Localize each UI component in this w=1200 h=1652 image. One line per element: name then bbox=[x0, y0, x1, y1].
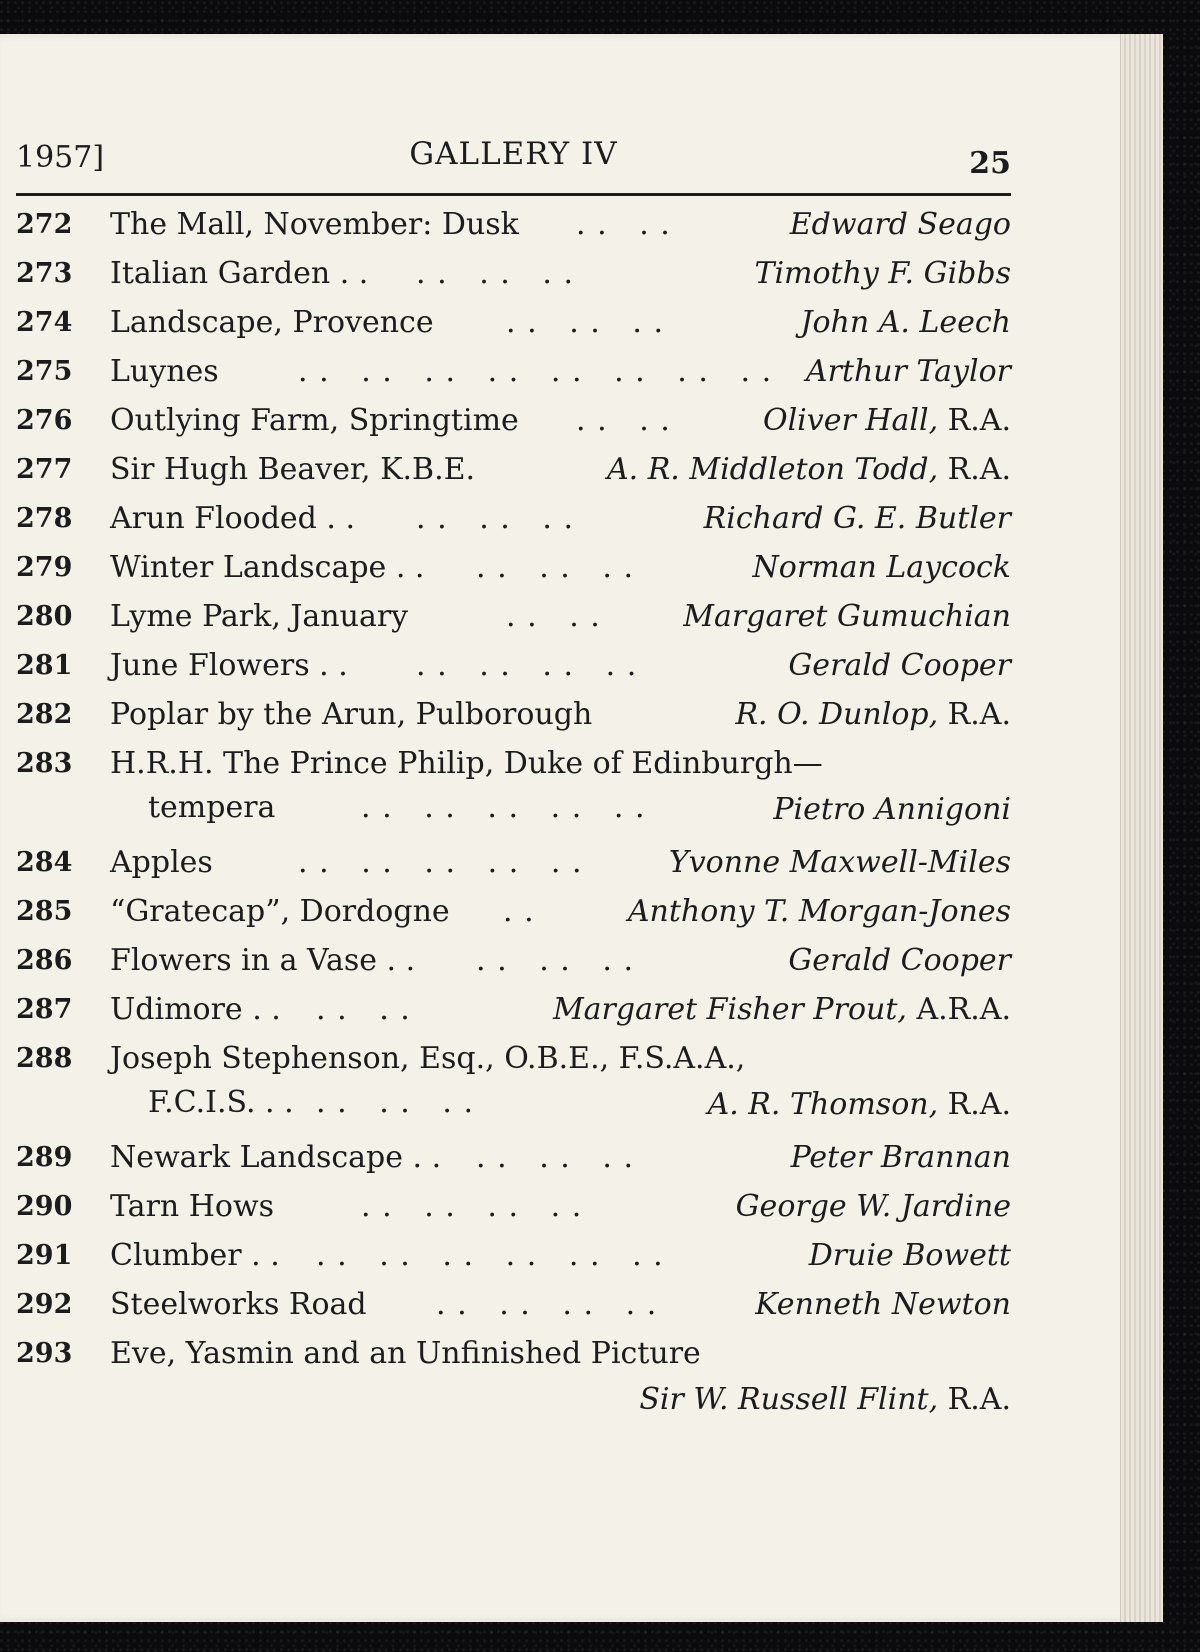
catalogue-entry bbox=[16, 693, 1011, 742]
entry-artist bbox=[607, 452, 1011, 487]
entry-number: 285 bbox=[16, 896, 73, 927]
dot-leader: . . . . . . bbox=[416, 256, 575, 291]
entry-title: Apples bbox=[110, 845, 213, 880]
catalogue-entry bbox=[16, 203, 1011, 252]
entry-number: 279 bbox=[16, 552, 73, 583]
dot-leader: . . . . . . . . bbox=[436, 1287, 658, 1322]
catalogue-entry bbox=[16, 448, 1011, 497]
entry-artist bbox=[755, 1287, 1011, 1322]
catalogue-entry bbox=[16, 399, 1011, 448]
dot-leader: . . . . . . . . bbox=[416, 648, 638, 683]
artist-name: Anthony T. Morgan-Jones bbox=[627, 894, 1011, 929]
catalogue-entry bbox=[16, 301, 1011, 350]
entry-artist bbox=[790, 207, 1011, 242]
entry-title: Newark Landscape . . bbox=[110, 1140, 442, 1175]
entry-artist bbox=[708, 1087, 1011, 1122]
entry-title: Outlying Farm, Springtime bbox=[110, 403, 519, 438]
entry-artist bbox=[800, 305, 1011, 340]
entry-artist bbox=[735, 697, 1011, 732]
artist-name: Sir W. Russell Flint, bbox=[639, 1382, 939, 1417]
entry-number: 280 bbox=[16, 601, 73, 632]
entry-title: Flowers in a Vase . . bbox=[110, 943, 416, 978]
entry-title: H.R.H. The Prince Philip, Duke of Edinburgh— bbox=[110, 746, 823, 781]
entry-title: Clumber . . bbox=[110, 1238, 280, 1273]
catalogue-entry bbox=[16, 497, 1011, 546]
entry-number: 284 bbox=[16, 847, 73, 878]
dot-leader: . . . . . . bbox=[476, 550, 635, 585]
catalogue-entry bbox=[16, 350, 1011, 399]
dot-leader: . . . . . . . . . . . . bbox=[316, 1238, 664, 1273]
header-rule bbox=[16, 193, 1011, 196]
entry-artist bbox=[753, 550, 1011, 585]
artist-name: John A. Leech bbox=[800, 305, 1011, 340]
entry-artist bbox=[736, 1189, 1011, 1224]
artist-name: Timothy F. Gibbs bbox=[754, 256, 1011, 291]
artist-name: Edward Seago bbox=[789, 207, 1011, 242]
entry-number: 283 bbox=[16, 748, 73, 779]
entry-number: 289 bbox=[16, 1142, 73, 1173]
entry-artist bbox=[773, 792, 1011, 827]
dot-leader: . . . . bbox=[506, 599, 601, 634]
entry-title: Poplar by the Arun, Pulborough bbox=[110, 697, 593, 732]
entry-title: Arun Flooded . . bbox=[110, 501, 356, 536]
artist-name: Richard G. E. Butler bbox=[703, 501, 1011, 536]
catalogue-entry bbox=[16, 1136, 1011, 1185]
dot-leader: . . . . . . bbox=[476, 1140, 635, 1175]
artist-name: A. R. Middleton Todd, bbox=[606, 452, 939, 487]
dot-leader: . . . . . . . . . . bbox=[298, 845, 583, 880]
entry-number: 274 bbox=[16, 307, 73, 338]
dot-leader: . . . . . . bbox=[316, 1085, 475, 1120]
entry-number: 292 bbox=[16, 1289, 73, 1320]
catalogue-entry bbox=[16, 1037, 1011, 1136]
entry-title: June Flowers . . bbox=[110, 648, 348, 683]
entry-title: Italian Garden . . bbox=[110, 256, 369, 291]
entry-number: 281 bbox=[16, 650, 73, 681]
artist-honours: A.R.A. bbox=[906, 992, 1011, 1027]
entry-artist bbox=[628, 894, 1011, 929]
entry-artist bbox=[788, 943, 1011, 978]
page-number: 25 bbox=[969, 146, 1011, 181]
entry-number: 282 bbox=[16, 699, 73, 730]
entry-title: Joseph Stephenson, Esq., O.B.E., F.S.A.A., bbox=[110, 1041, 746, 1076]
entry-number: 287 bbox=[16, 994, 73, 1025]
dot-leader: . . . . . . . . bbox=[361, 1189, 583, 1224]
artist-honours: R.A. bbox=[938, 452, 1011, 487]
dot-leader: . . . . bbox=[316, 992, 411, 1027]
entry-number: 272 bbox=[16, 209, 73, 240]
artist-name: Peter Brannan bbox=[790, 1140, 1011, 1175]
header-title: GALLERY IV bbox=[409, 136, 618, 172]
artist-honours: R.A. bbox=[938, 1382, 1011, 1417]
catalogue-entry bbox=[16, 988, 1011, 1037]
entry-title: Luynes bbox=[110, 354, 219, 389]
entry-number: 276 bbox=[16, 405, 73, 436]
dot-leader: . . . . bbox=[576, 207, 671, 242]
catalogue-entry bbox=[16, 742, 1011, 841]
dot-leader: . . . . . . . . . . bbox=[361, 790, 646, 825]
catalogue-entry bbox=[16, 1332, 1011, 1431]
artist-name: R. O. Dunlop, bbox=[735, 697, 939, 732]
catalogue-entry bbox=[16, 939, 1011, 988]
dot-leader: . . . . . . bbox=[476, 943, 635, 978]
artist-name: Gerald Cooper bbox=[788, 943, 1011, 978]
catalogue-list bbox=[16, 203, 1011, 1431]
dot-leader: . . bbox=[503, 894, 535, 929]
catalogue-entry bbox=[16, 595, 1011, 644]
catalogue-entry bbox=[16, 252, 1011, 301]
artist-honours: R.A. bbox=[938, 697, 1011, 732]
entry-number: 277 bbox=[16, 454, 73, 485]
catalogue-entry bbox=[16, 841, 1011, 890]
entry-title: Sir Hugh Beaver, K.B.E. bbox=[110, 452, 476, 487]
entry-artist bbox=[809, 1238, 1011, 1273]
entry-artist bbox=[763, 403, 1011, 438]
catalogue-entry bbox=[16, 644, 1011, 693]
artist-name: Pietro Annigoni bbox=[773, 792, 1011, 827]
artist-name: Oliver Hall, bbox=[762, 403, 939, 438]
dot-leader: . . . . bbox=[576, 403, 671, 438]
entry-title: Steelworks Road bbox=[110, 1287, 367, 1322]
entry-number: 275 bbox=[16, 356, 73, 387]
entry-artist bbox=[553, 992, 1011, 1027]
entry-title: Tarn Hows bbox=[110, 1189, 275, 1224]
catalogue-entry bbox=[16, 1185, 1011, 1234]
dot-leader: . . . . . . bbox=[506, 305, 665, 340]
running-header bbox=[16, 128, 1011, 188]
dot-leader: . . . . . . . . . . . . . . . . bbox=[298, 354, 773, 389]
artist-honours: R.A. bbox=[938, 1087, 1011, 1122]
page-edges bbox=[1120, 34, 1163, 1622]
entry-artist bbox=[704, 501, 1011, 536]
catalogue-entry bbox=[16, 1234, 1011, 1283]
entry-title: Landscape, Provence bbox=[110, 305, 434, 340]
catalogue-entry bbox=[16, 546, 1011, 595]
entry-number: 293 bbox=[16, 1338, 73, 1369]
dot-leader: . . . . . . bbox=[416, 501, 575, 536]
artist-name: Yvonne Maxwell-Miles bbox=[668, 845, 1011, 880]
entry-number: 290 bbox=[16, 1191, 73, 1222]
entry-number: 286 bbox=[16, 945, 73, 976]
entry-artist bbox=[669, 845, 1011, 880]
entry-number: 278 bbox=[16, 503, 73, 534]
entry-number: 288 bbox=[16, 1043, 73, 1074]
artist-name: George W. Jardine bbox=[735, 1189, 1011, 1224]
entry-artist bbox=[806, 354, 1011, 389]
entry-artist bbox=[639, 1382, 1011, 1417]
artist-name: Kenneth Newton bbox=[755, 1287, 1011, 1322]
artist-honours: R.A. bbox=[938, 403, 1011, 438]
entry-title-continued: tempera bbox=[148, 790, 276, 825]
artist-name: Margaret Fisher Prout, bbox=[552, 992, 907, 1027]
entry-title: Winter Landscape . . bbox=[110, 550, 425, 585]
artist-name: Druie Bowett bbox=[808, 1238, 1011, 1273]
artist-name: Arthur Taylor bbox=[805, 354, 1011, 389]
entry-title: “Gratecap”, Dordogne bbox=[110, 894, 450, 929]
entry-number: 273 bbox=[16, 258, 73, 289]
artist-name: A. R. Thomson, bbox=[707, 1087, 939, 1122]
catalogue-entry bbox=[16, 1283, 1011, 1332]
catalogue-entry bbox=[16, 890, 1011, 939]
entry-title: Lyme Park, January bbox=[110, 599, 409, 634]
entry-artist bbox=[754, 256, 1011, 291]
entry-number: 291 bbox=[16, 1240, 73, 1271]
artist-name: Gerald Cooper bbox=[788, 648, 1011, 683]
entry-title-continued: F.C.I.S. . . bbox=[148, 1085, 294, 1120]
entry-title: Udimore . . bbox=[110, 992, 281, 1027]
entry-artist bbox=[683, 599, 1011, 634]
entry-title: Eve, Yasmin and an Unfinished Picture bbox=[110, 1336, 701, 1371]
artist-name: Margaret Gumuchian bbox=[683, 599, 1011, 634]
artist-name: Norman Laycock bbox=[752, 550, 1011, 585]
entry-artist bbox=[791, 1140, 1011, 1175]
entry-artist bbox=[788, 648, 1011, 683]
entry-title: The Mall, November: Dusk bbox=[110, 207, 519, 242]
header-year: 1957] bbox=[16, 140, 105, 175]
